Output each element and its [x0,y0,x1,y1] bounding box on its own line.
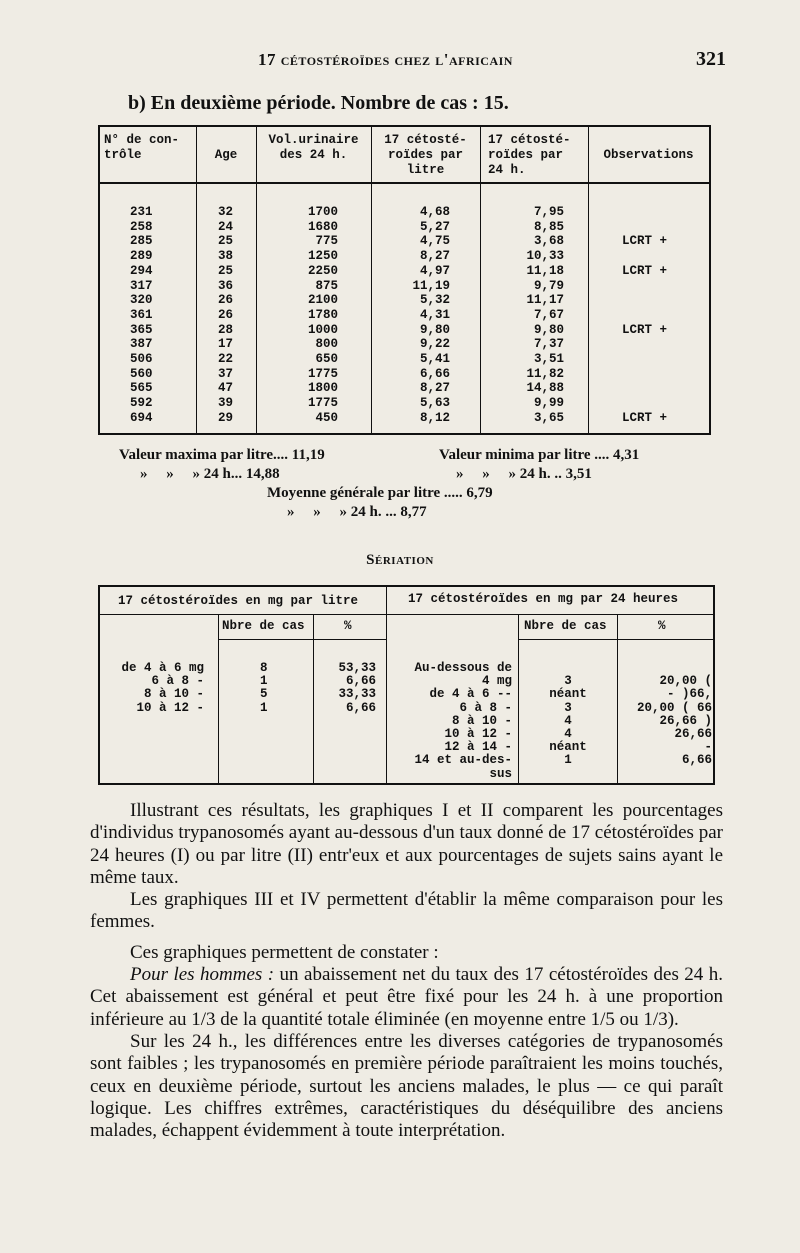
header-per-litre: 17 cétosté- roïdes par litre [384,133,467,177]
table-divider [617,615,618,783]
seriation-table [98,585,715,785]
column-urine-volume: 1700 1680 775 1250 2250 875 2100 1780 1000 800 650 1775 1800 1775 450 [307,205,338,425]
cases-table [98,125,711,435]
table-rule [100,614,713,615]
table-divider [256,127,257,433]
column-observations: LCRT + LCRT + LCRT + LCRT + [622,234,668,425]
table-divider [196,127,197,433]
header-age: Age [214,148,238,162]
column-per-litre: 4,68 5,27 4,75 8,27 4,97 11,19 5,32 4,31 9,80 9,22 5,41 6,66 8,27 5,63 8,12 [412,205,450,425]
paragraph: Sur les 24 h., les différences entre les diverses catégories de trypanosomés sont faibles ; les trypanosomés en première période paraîtraient les moins touchés, ceux en deuxième période, surtout les anciens malades, le plus — ce qui paraît logique. Les chiffres extrêmes, caractéristiques du déséquilibre des anciens malades, échappent évidemment à toute interprétation. [90,1030,723,1142]
table-divider [386,587,387,783]
left-pct-header: % [344,619,352,633]
right-nbre-header: Nbre de cas [524,619,607,633]
left-nbre-values: 8 1 5 1 [260,661,268,715]
table-divider [218,615,219,783]
left-pct-values: 53,33 6,66 33,33 6,66 [338,661,376,715]
header-per-24h: 17 cétosté- roïdes par 24 h. [488,133,571,177]
paragraph: Ces graphiques permettent de constater : [130,941,439,963]
table-rule [518,639,713,640]
right-pct-header: % [658,619,666,633]
paragraph: Illustrant ces résultats, les graphiques I et II comparent les pourcentages d'individus trypanosomés ayant au-dessous d'un taux donné de 17 cétostéroïdes par 24 heures (I) ou par litre (II) entr'eux et aux pourcentages de sujets sains ayant le même taux. [90,800,723,888]
seriation-left-title: 17 cétostéroïdes en mg par litre [118,594,359,608]
section-heading: b) En deuxième période. Nombre de cas : 15. [128,92,509,114]
summary-min-litre: Valeur minima par litre .... 4,31 [439,447,640,463]
left-nbre-header: Nbre de cas [222,619,305,633]
table-rule [218,639,386,640]
running-head-title: 17 cétostéroïdes chez l'africain [258,50,513,69]
body-text [90,800,723,1142]
summary-max-24h: » » » 24 h... 14,88 [140,466,280,482]
column-control-number: 231 258 285 289 294 317 320 361 365 387 506 560 565 592 694 [130,205,153,425]
summary-max-litre: Valeur maxima par litre.... 11,19 [119,447,325,463]
header-observations: Observations [603,148,694,162]
left-ranges: de 4 à 6 mg 6 à 8 - 8 à 10 - 10 à 12 - [121,661,204,715]
summary-min-24h: » » » 24 h. .. 3,51 [456,466,592,482]
column-age: 32 24 25 38 25 36 26 26 28 17 22 37 47 39 29 [218,205,234,425]
table-divider [588,127,589,433]
paragraph: Pour les hommes : un abaissement net du taux des 17 cétostéroïdes des 24 h. Cet abaissement est général et peut être fixé pour les 24 h. à une proportion inférieure au 1/3 de la quantité totale éliminée (en moyenne entre 1/5 ou 1/3). [90,964,724,1030]
seriation-title: Sériation [366,552,434,568]
italic-lead: Pour les hommes : [130,964,275,986]
header-urine-volume: Vol.urinaire des 24 h. [268,133,359,162]
summary-mean-24h: » » » 24 h. ... 8,77 [287,504,427,520]
column-per-24h: 7,95 8,85 3,68 10,33 11,18 9,79 11,17 7,67 9,80 7,37 3,51 11,82 14,88 9,99 3,65 [526,205,564,425]
right-pct-values: 20,00 ( - )66, 20,00 ( 66 26,66 ) 26,66 - 6,66 [636,674,712,768]
table-divider [313,615,314,783]
table-header-rule [100,182,709,184]
page-number: 321 [696,48,726,70]
table-divider [518,615,519,783]
seriation-right-title: 17 cétostéroïdes en mg par 24 heures [408,592,679,606]
paragraph: Les graphiques III et IV permettent d'établir la même comparaison pour les femmes. [90,889,723,933]
running-head [0,48,800,78]
header-control-number: N° de con- trôle [104,133,180,162]
right-ranges: Au-dessous de 4 mg de 4 à 6 -- 6 à 8 - 8 à 10 - 10 à 12 - 12 à 14 - 14 et au-des- sus [414,661,512,781]
right-nbre-values: 3 néant 3 4 4 néant 1 [549,674,587,768]
summary-mean-litre: Moyenne générale par litre ..... 6,79 [267,485,493,501]
